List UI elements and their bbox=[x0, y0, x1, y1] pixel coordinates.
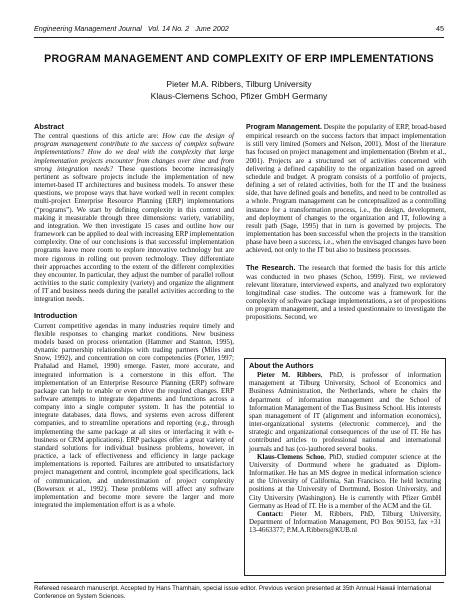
research-heading: The Research. bbox=[246, 264, 296, 272]
about-authors-box bbox=[244, 358, 446, 576]
author-block bbox=[34, 78, 444, 102]
issue-date: June 2002 bbox=[195, 24, 229, 33]
footnote: Refereed research manuscript. Accepted by Hans Thamhain, special issue editor. Previous version presented at 35th Annual Hawaii International Conference on System Sciences. bbox=[34, 582, 444, 601]
program-management-paragraph: Program Management. Despite the popularity of ERP, broad-based empirical research on the success factors that impact implementation is still very limited (Somers and Nelson, 2001). Most of the literature has focused on project management and implementation (Brehm et al., 2001). Projects are a structured set of activities concerned with delivering a defined capability to the organization based on agreed schedule and budget. A program consists of a portfolio of projects, defining a set of related activities, both for the IT and the business side, that have defined goals and benefits, and need to be controlled as a whole. Program management can be conceptualized as a controlling instance for a transformation process, i.e., the design, development, and deployment of changes to the organization and IT, following a result path (Sage, 1995) that in turn is governed by projects. The implementation has been successful when the projects in the transition phase have been a success, i.e., when the envisaged changes have been achieved, not only to the IT but also to business processes. bbox=[246, 123, 447, 255]
ribbers-bio: Pieter M. Ribbers, PhD, is professor of information management at Tilburg University, School of Economics and Business Administration, the Netherlands, where he chairs the department of information management and the School of Information Management of the Tias Business School. His interests span management of IT (alignment and information economics), inter-organizational systems (electronic commerce), and the strategic and organizational consequences of the use of IT. He has contributed articles to professional national and international journals and has (co-)authored several books. bbox=[249, 371, 441, 453]
schoo-name: Klaus-Clemens Schoo bbox=[257, 452, 325, 461]
contact-label: Contact: bbox=[257, 509, 284, 518]
journal-name: Engineering Management Journal bbox=[34, 24, 142, 33]
ribbers-name: Pieter M. Ribbers bbox=[257, 371, 321, 380]
author-line: Klaus-Clemens Schoo, Pfizer GmbH Germany bbox=[150, 91, 328, 101]
left-column bbox=[34, 123, 234, 509]
introduction-paragraph: Current competitive agendas in many industries require timely and flexible responses to changing market conditions. New business models based on process orientation (Hammer and Stanton, 1995), dynamic partnership relationships with trading partners (Miles and Snow, 1992), and concentration on core competencies (Porter, 1997; Prahalad and Hamel, 1990) emerge. Faster, more accurate, and integrated information is a cornerstone in this effort. The implementation of an Enterprise Resource Planning (ERP) software package can help to enable or even drive the required changes. ERP software attempts to integrate departments and functions across a company into a single computer system. It has the potential to integrate databases, data flows, and systems even across different companies, and to streamline operations and reporting (e.g., through implementing the same package at all sites or interfacing it with e-business or CRM applications). ERP packages offer a great variety of standard solutions for individual business problems, however, in practice, a lack of effectiveness and efficiency in large package implementations is reported. Failures are attributed to unsatisfactory project management and control, incomplete goal specifications, lack of communication, and underestimation of project complexity (Bowersox et al., 1992). These problems will affect any software implementation and become more severe the larger and more integrated the implementation effort is as a whole. bbox=[34, 321, 234, 510]
volume-issue: Vol. 14 No. 2 bbox=[147, 24, 190, 33]
author-line: Pieter M.A. Ribbers, Tilburg University bbox=[166, 79, 312, 89]
introduction-heading: Introduction bbox=[34, 311, 78, 321]
research-paragraph: The Research. The research that formed the basis for this article was conducted in two phases (Schoo, 1999). First, we reviewed relevant literature, interviewed experts, and analyzed two exploratory longitudinal case studies. The outcome was a framework for the complexity of software package implementations, a set of propositions on program management, and a tested questionnaire to investigate the propositions. Second, we bbox=[246, 263, 446, 322]
abstract-question: How can the design of program management contribute to the success of complex software implementations? How do we deal with the complexity that large implementation projects encounter from changes over time and from strong integration needs? bbox=[34, 132, 234, 173]
page-number: 45 bbox=[436, 24, 444, 33]
program-management-heading: Program Management. bbox=[246, 124, 322, 131]
right-column bbox=[246, 123, 446, 322]
article-title: PROGRAM MANAGEMENT AND COMPLEXITY OF ERP IMPLEMENTATIONS bbox=[44, 53, 434, 65]
abstract-paragraph: The central questions of this article are: How can the design of program management contribute to the success of complex software implementations? How do we deal with the complexity that large implementation projects encounter from changes over time and from strong integration needs? These questions become increasingly pertinent as software projects include the implementation of new internet-based IT architectures and business models. To answer these questions, we propose ways that have worked well in recent complex multi-project Enterprise Resource Planning (ERP) implementations (“programs”). We start by defining complexity in this context and making it measurable through three dimensions: variety, variability, and integration. We then investigate 15 cases and outline how our framework can be applied to deal with increasing ERP implementation complexity. One of our conclusions is that successful implementation programs leave more room to explore innovative technology but are more rigorous in rolling out proven technology. They differentiate their approaches according to the extent of the different complexities they encounter. In particular, they adjust the number of parallel rollout activities to the static complexity (variety) and organize the alignment of IT and business needs during the parallel activities according to the integration needs. bbox=[34, 132, 234, 304]
abstract-heading: Abstract bbox=[34, 122, 64, 131]
about-authors-heading: About the Authors bbox=[249, 361, 314, 370]
contact-info: Contact: Pieter M. Ribbers, PhD, Tilburg University, Department of Information Management, PO Box 90153, fax +31 13-4663377; P.M.A.Ribbers@KUB.nl bbox=[249, 509, 441, 535]
running-header bbox=[34, 24, 444, 38]
schoo-bio: Klaus-Clemens Schoo, PhD, studied computer science at the University of Dortmund where he graduated as Diplom-Informatiker. He has an MS degree in medical information science at the University of California, San Francisco. He held lecturing positions at the University of Dortmund, Boston University, and City University (Washington). He is currently with Pfizer GmbH Germany as Head of IT. He is a member of the ACM and the GI. bbox=[249, 452, 441, 510]
